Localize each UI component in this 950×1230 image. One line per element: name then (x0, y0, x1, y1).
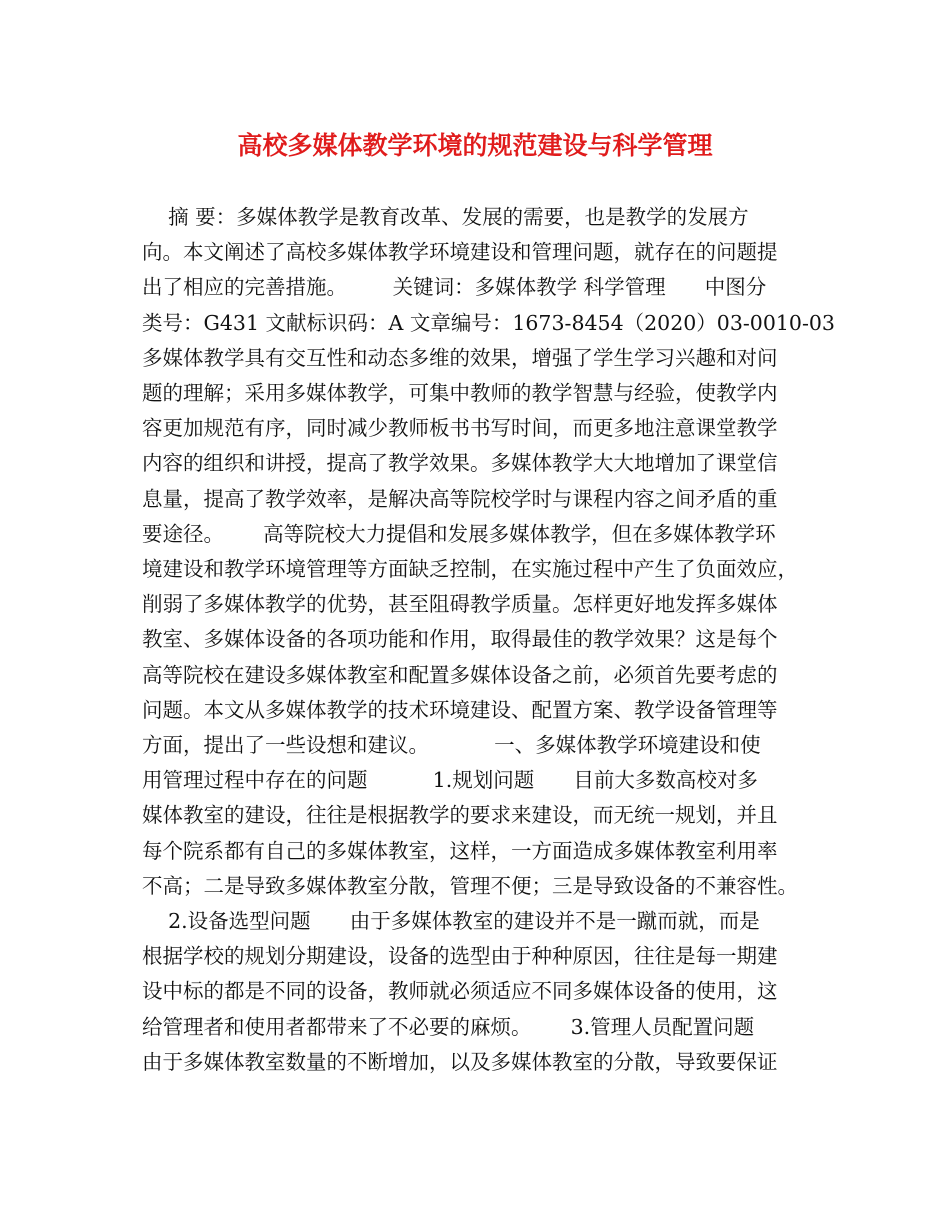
body-line: 摘 要：多媒体教学是教育改革、发展的需要，也是教学的发展方 (142, 205, 749, 229)
body-line: 向。本文阐述了高校多媒体教学环境建设和管理问题，就存在的问题提 (142, 240, 778, 265)
body-line: 根据学校的规划分期建设，设备的选型由于种种原因，往往是每一期建 (142, 944, 778, 969)
body-line: 每个院系都有自己的多媒体教室，这样，一方面造成多媒体教室利用率 (142, 838, 778, 863)
body-line: 要途径。 高等院校大力提倡和发展多媒体教学，但在多媒体教学环 (142, 521, 776, 546)
body-line: 问题。本文从多媒体教学的技术环境建设、配置方案、教学设备管理等 (142, 697, 778, 722)
body-line: 用管理过程中存在的问题 1.规划问题 目前大多数高校对多 (142, 768, 758, 793)
body-line: 削弱了多媒体教学的优势，甚至阻碍教学质量。怎样更好地发挥多媒体 (142, 592, 778, 617)
body-line: 容更加规范有序，同时减少教师板书书写时间，而更多地注意课堂教学 (142, 416, 778, 441)
body-line: 给管理者和使用者都带来了不必要的麻烦。 3.管理人员配置问题 (142, 1014, 755, 1039)
body-line: 出了相应的完善措施。 关键词：多媒体教学 科学管理 中图分 (142, 275, 767, 300)
document-body (142, 200, 835, 1080)
body-line: 息量，提高了教学效率，是解决高等院校学时与课程内容之间矛盾的重 (142, 486, 778, 511)
body-line: 教室、多媒体设备的各项功能和作用，取得最佳的教学效果？这是每个 (142, 627, 778, 652)
body-line: 由于多媒体教室数量的不断增加，以及多媒体教室的分散，导致要保证 (142, 1049, 778, 1074)
document-title: 高校多媒体教学环境的规范建设与科学管理 (237, 131, 713, 160)
body-line: 设中标的都是不同的设备，教师就必须适应不同多媒体设备的使用，这 (142, 979, 778, 1004)
body-line: 高等院校在建设多媒体教室和配置多媒体设备之前，必须首先要考虑的 (142, 662, 778, 687)
body-line: 题的理解；采用多媒体教学，可集中教师的教学智慧与经验，使教学内 (142, 381, 778, 406)
body-line: 2.设备选型问题 由于多媒体教室的建设并不是一蹴而就，而是 (142, 909, 760, 934)
body-line: 方面，提出了一些设想和建议。 一、多媒体教学环境建设和使 (142, 733, 761, 758)
body-line: 媒体教室的建设，往往是根据教学的要求来建设，而无统一规划，并且 (142, 803, 778, 828)
body-line: 不高；二是导致多媒体教室分散，管理不便；三是导致设备的不兼容性。 (142, 873, 798, 898)
body-line: 多媒体教学具有交互性和动态多维的效果，增强了学生学习兴趣和对问 (142, 345, 778, 370)
body-line: 境建设和教学环境管理等方面缺乏控制，在实施过程中产生了负面效应， (142, 557, 798, 582)
body-line: 类号：G431 文献标识码：A 文章编号：1673-8454（2020）03-0010-03 (142, 310, 835, 335)
body-line: 内容的组织和讲授，提高了教学效果。多媒体教学大大地增加了课堂信 (142, 451, 778, 476)
